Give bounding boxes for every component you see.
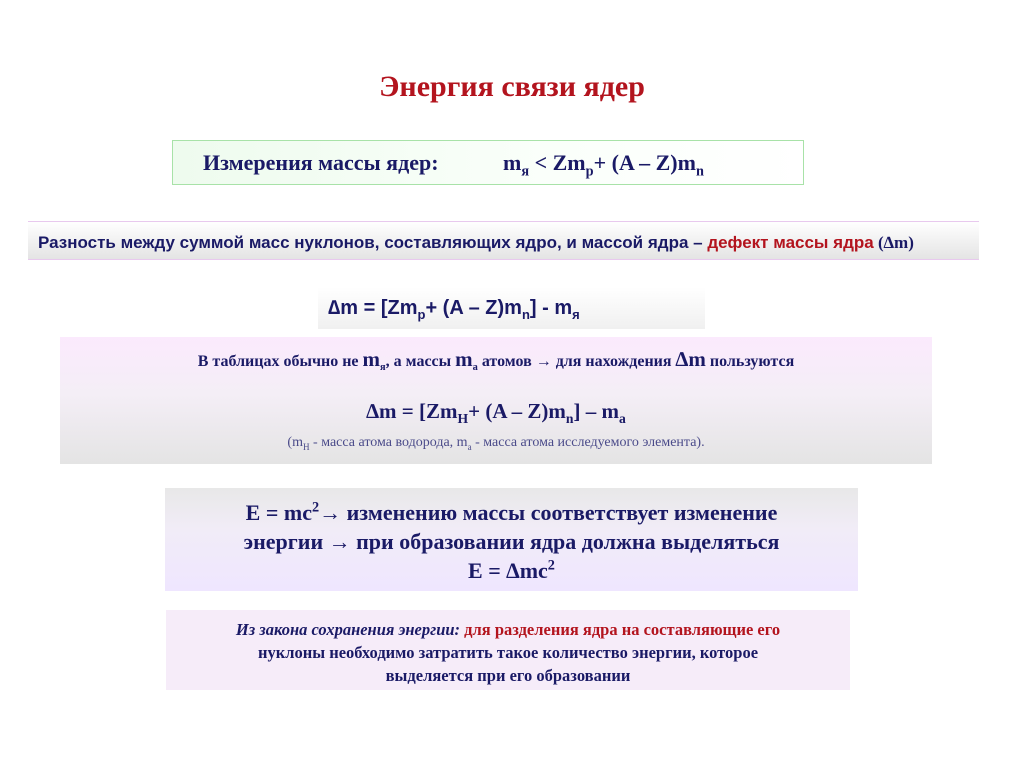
note-subscript: a — [467, 441, 472, 452]
conservation-line-1 — [166, 618, 850, 641]
conservation-accent: для разделения ядра на составляющие его — [460, 620, 781, 639]
energy-conservation-text — [166, 618, 850, 687]
tables-subscript: a — [472, 362, 478, 374]
mass-defect-definition-box — [28, 221, 979, 260]
mass-energy-text — [165, 498, 858, 585]
formula-text: ] – m — [573, 399, 619, 423]
mass-defect-formula-box — [318, 287, 705, 329]
tables-note-line — [60, 347, 932, 372]
mass-energy-box — [165, 488, 858, 591]
formula-subscript: p — [417, 307, 426, 322]
formula-subscript: n — [565, 411, 574, 427]
formula-subscript: n — [695, 163, 704, 180]
atomic-mass-defect-formula — [60, 399, 932, 427]
formula-legend-note — [60, 435, 932, 451]
note-subscript: H — [302, 441, 310, 452]
mass-defect-formula — [328, 297, 580, 320]
formula-text: ∆m = [Zm — [366, 399, 458, 423]
formula-text: m — [503, 150, 522, 175]
tables-subscript: я — [380, 362, 386, 374]
tables-text: пользуются — [705, 353, 795, 370]
formula-subscript: p — [585, 163, 594, 180]
tables-text: атомов → для нахождения — [477, 353, 676, 370]
energy-text: E = ∆mc — [468, 558, 548, 583]
formula-text: < Zm — [529, 150, 586, 175]
energy-line-2: энергии → при образовании ядра должна выделяться — [243, 529, 780, 554]
formula-subscript: a — [618, 411, 626, 427]
energy-line-3 — [165, 556, 858, 585]
definition-symbol: (∆m) — [873, 233, 914, 252]
energy-superscript: 2 — [311, 499, 320, 516]
formula-subscript: n — [521, 307, 530, 322]
formula-text: + (A – Z)m — [468, 399, 566, 423]
energy-superscript: 2 — [547, 557, 555, 574]
tables-text: , а массы — [385, 353, 456, 370]
note-text: - масса атома исследуемого элемента). — [471, 435, 705, 450]
energy-line-1 — [165, 498, 858, 527]
note-text: (m — [287, 435, 303, 450]
formula-text: + (A – Z)m — [425, 297, 522, 319]
tables-symbol: m — [362, 347, 381, 371]
formula-text: ] - m — [529, 297, 573, 319]
definition-term: дефект массы ядра — [707, 233, 874, 252]
energy-conservation-box — [166, 610, 850, 690]
tables-symbol: ∆m — [675, 347, 706, 371]
conservation-lead: Из закона сохранения энергии: — [235, 620, 461, 639]
formula-subscript: я — [572, 307, 580, 322]
formula-subscript: я — [521, 163, 530, 180]
formula-text: + (A – Z)m — [593, 150, 696, 175]
tables-symbol: m — [455, 347, 473, 371]
mass-measurement-box — [172, 140, 804, 185]
mass-defect-definition — [38, 231, 968, 255]
atomic-mass-tables-box — [60, 337, 932, 464]
note-text: - масса атома водорода, m — [309, 435, 468, 450]
conservation-line-2: нуклоны необходимо затратить такое количество энергии, которое — [257, 643, 759, 662]
tables-text: В таблицах обычно не — [197, 353, 363, 370]
mass-measurement-label: Измерения массы ядер: — [203, 150, 439, 175]
mass-inequality-formula — [503, 150, 704, 180]
formula-subscript: H — [457, 411, 469, 427]
energy-text: → изменению массы соответствует изменение — [319, 500, 778, 525]
page-title: Энергия связи ядер — [379, 70, 645, 103]
conservation-line-3: выделяется при его образовании — [385, 666, 631, 685]
definition-text: Разность между суммой масс нуклонов, составляющих ядро, и массой ядра – — [38, 233, 708, 252]
energy-text: E = mc — [245, 500, 312, 525]
formula-text: ∆m = [Zm — [328, 297, 418, 319]
